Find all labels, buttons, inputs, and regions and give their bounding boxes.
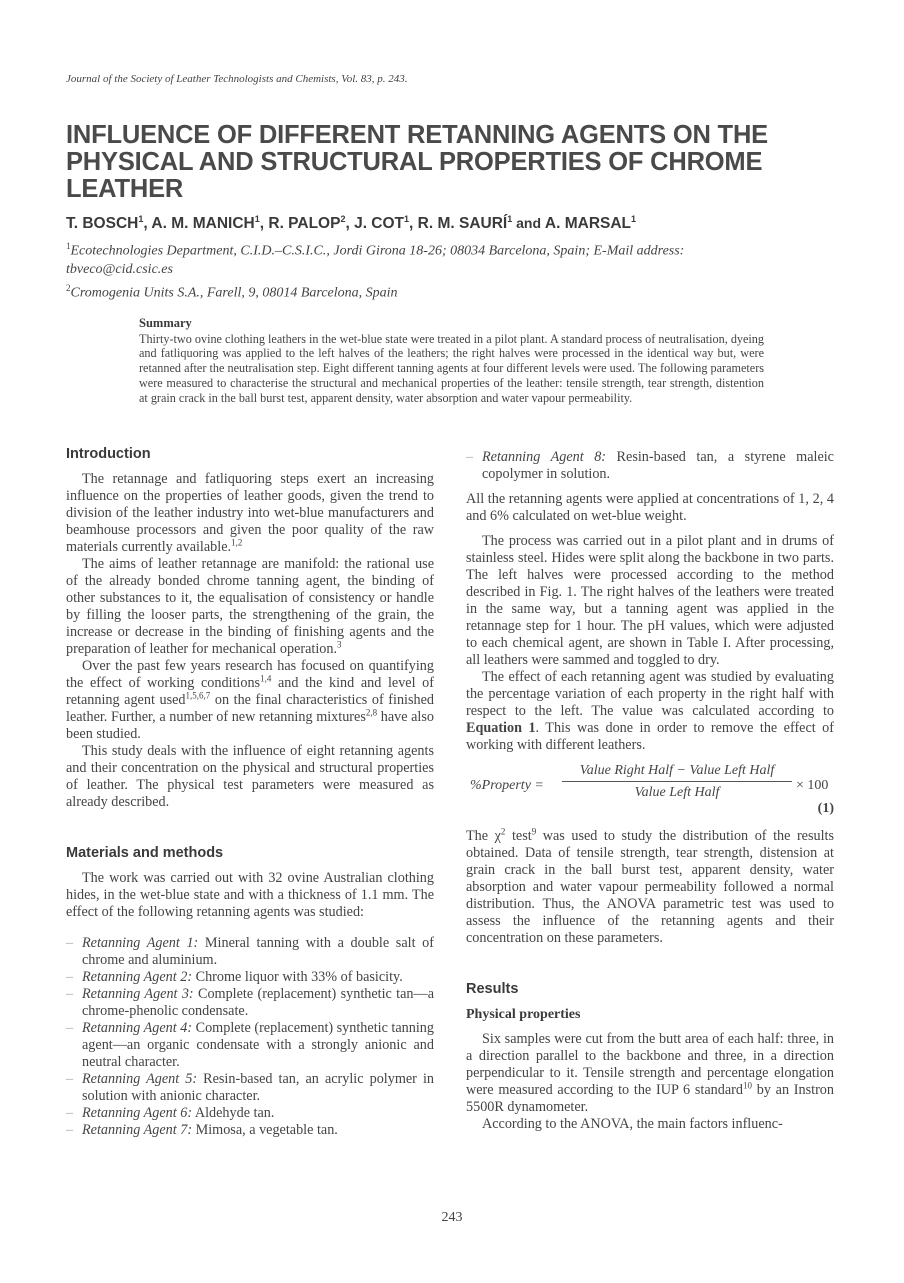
intro-paragraph-1 — [66, 471, 434, 556]
dash-bullet-icon: – — [466, 449, 474, 465]
citation: 1,4 — [260, 673, 272, 684]
introduction-heading: Introduction — [66, 446, 151, 462]
affiliation-marker: 1 — [138, 214, 144, 224]
text: by an Instron 5500R dynamometer. — [466, 1082, 834, 1115]
methods-paragraph-2: All the retanning agents were applied at concentrations of 1, 2, 4 and 6% calculated on wet-blue weight. — [466, 491, 834, 524]
author: T. BOSCH — [66, 215, 139, 233]
equation-number: (1) — [817, 801, 834, 816]
journal-citation: Journal of the Society of Leather Technologists and Chemists, Vol. 83, p. 243. — [66, 73, 408, 85]
methods-paragraph-4 — [466, 669, 834, 754]
equation-fraction — [562, 762, 792, 801]
affiliation-marker: 1 — [507, 214, 513, 224]
author: A. MARSAL — [544, 215, 632, 233]
affiliation-number: 2 — [66, 282, 71, 293]
affiliation-marker: 2 — [340, 214, 346, 224]
affiliation-marker: 1 — [404, 214, 410, 224]
agent-description: Complete (replacement) synthetic tanning agent—an organic condensate with a strongly anionic and neutral character. — [82, 1020, 434, 1070]
author: J. COT — [354, 215, 405, 233]
left-column — [66, 446, 434, 1139]
superscript: 2 — [500, 826, 506, 837]
dash-bullet-icon: – — [66, 1020, 74, 1036]
agent-name: Retanning Agent 4: — [82, 1020, 193, 1036]
retanning-agent-list — [66, 935, 434, 1139]
affiliation-1 — [66, 237, 786, 279]
text: Six samples were cut from the butt area of each half: three, in a direction parallel to the backbone and three, in a direction perpendicular to it. Tensile strength and percentage elongation were measured according to the IUP 6 standard — [466, 1031, 834, 1098]
dash-bullet-icon: – — [66, 986, 74, 1002]
agent-description: Chrome liquor with 33% of basicity. — [192, 969, 403, 985]
agent-description: Complete (replacement) synthetic tan—a chrome-phenolic condensate. — [82, 986, 434, 1019]
text: have also been studied. — [66, 709, 434, 742]
list-item — [66, 1071, 434, 1105]
agent-description: Mineral tanning with a double salt of chrome and aluminium. — [82, 935, 434, 968]
affiliation-marker: 1 — [631, 214, 637, 224]
text: and the kind and level of retanning agent used — [66, 675, 434, 708]
text: Over the past few years research has focused on quantifying the effect of working conditions — [66, 658, 434, 691]
list-item — [66, 1122, 434, 1139]
citation: 1,5,6,7 — [185, 690, 211, 701]
equation-denominator: Value Left Half — [634, 785, 720, 800]
results-paragraph-2: According to the ANOVA, the main factors influenc- — [482, 1116, 783, 1132]
agent-name: Retanning Agent 2: — [82, 969, 193, 985]
intro-paragraph-4: This study deals with the influence of eight retanning agents and their concentration on the physical and structural properties of leather. The physical test parameters were measured as already described. — [66, 743, 434, 810]
methods-paragraph-3: The process was carried out in a pilot plant and in drums of stainless steel. Hides were split along the backbone in two parts. The left halves were processed according to the method described in Fig. 1. The right halves of the leathers were treated in the same way, but a tanning agent was applied in the retannage step for 1 hour. The pH values, which were adjusted to each chemical agent, are shown in Table I. After processing, all leathers were sammed and toggled to dry. — [466, 533, 834, 668]
dash-bullet-icon: – — [66, 1071, 74, 1087]
separator: , — [143, 215, 152, 233]
affiliation-2 — [66, 279, 786, 303]
list-item — [66, 986, 434, 1020]
methods-heading: Materials and methods — [66, 845, 224, 861]
text: The effect of each retanning agent was studied by evaluating the percentage variation of each property in the right half with respect to the left. The value was calculated according to — [466, 669, 834, 719]
agent-description: Resin-based tan, an acrylic polymer in solution with anionic character. — [82, 1071, 434, 1104]
right-column — [466, 449, 834, 1133]
citation: 9 — [531, 826, 537, 837]
text: . This was done in order to remove the effect of working with different leathers. — [466, 720, 834, 753]
affiliation-text: Cromogenia Units S.A., Farell, 9, 08014 Barcelona, Spain — [70, 285, 398, 301]
citation: 3 — [337, 639, 342, 650]
author: A. M. MANICH — [151, 215, 255, 233]
separator: , — [409, 215, 418, 233]
equation-numerator: Value Right Half − Value Left Half — [562, 762, 792, 782]
article-title: INFLUENCE OF DIFFERENT RETANNING AGENTS ON THE PHYSICAL AND STRUCTURAL PROPERTIES OF CHROME LEATHER — [66, 121, 768, 203]
dash-bullet-icon: – — [66, 1122, 74, 1138]
citation: 2,8 — [365, 707, 378, 718]
dash-bullet-icon: – — [66, 1105, 74, 1121]
equation-1 — [466, 762, 834, 820]
retanning-agent-list-continued — [466, 449, 834, 483]
affiliation-marker: 1 — [254, 214, 260, 224]
affiliation-number: 1 — [66, 241, 71, 251]
text: was used to study the distribution of the results obtained. Data of tensile strength, tear strength, distension at grain crack in the ball burst test, apparent density, water absorption and water vapour permeability followed a normal distribution. Thus, the ANOVA parametric test was used to assess the influence of the retanning agents and their concentration on these parameters. — [466, 828, 834, 946]
author: R. PALOP — [268, 215, 341, 233]
equation-multiplier: × 100 — [796, 778, 829, 793]
equation-reference: Equation 1 — [466, 720, 536, 736]
methods-paragraph-1: The work was carried out with 32 ovine Australian clothing hides, in the wet-blue state and with a thickness of 1.1 mm. The effect of the following retanning agents was studied: — [66, 870, 434, 920]
author-list — [66, 214, 636, 233]
separator: , — [259, 215, 269, 233]
text: The χ — [466, 828, 501, 844]
dash-bullet-icon: – — [66, 935, 74, 951]
list-item — [66, 969, 434, 986]
text: The retannage and fatliquoring steps exert an increasing influence on the properties of leather goods, given the trend to division of the leather industry into wet-blue manufacturers and beamhouse processors and given the poor quality of the raw materials currently available. — [66, 471, 434, 555]
agent-description: Resin-based tan, a styrene maleic copolymer in solution. — [482, 449, 834, 482]
citation: 1,2 — [231, 537, 243, 548]
text: test — [505, 828, 532, 844]
separator: , — [345, 215, 355, 233]
list-item — [466, 449, 834, 483]
agent-name: Retanning Agent 8: — [482, 449, 607, 465]
citation: 10 — [742, 1080, 752, 1091]
agent-name: Retanning Agent 6: — [82, 1105, 193, 1121]
dash-bullet-icon: – — [66, 969, 74, 985]
results-heading: Results — [466, 981, 519, 997]
author: R. M. SAURÍ — [417, 215, 508, 233]
separator: and — [512, 215, 545, 232]
affiliation-text: Ecotechnologies Department, C.I.D.–C.S.I.C., Jordi Girona 18-26; 08034 Barcelona, Spain; E-Mail address: tbveco@cid.csic.es — [66, 243, 685, 277]
results-paragraph-1 — [466, 1031, 834, 1116]
agent-name: Retanning Agent 7: — [82, 1122, 193, 1138]
summary-block — [139, 316, 764, 405]
equation-lhs: %Property = — [470, 778, 544, 793]
agent-description: Aldehyde tan. — [192, 1105, 275, 1121]
physical-properties-heading: Physical properties — [466, 1007, 581, 1022]
agent-name: Retanning Agent 5: — [82, 1071, 198, 1087]
summary-text: Thirty-two ovine clothing leathers in the wet-blue state were treated in a pilot plant. A standard process of neutralisation, dyeing and fatliquoring was applied to the left halves of the leathers; the right halves were processed in the identical way but, were retanned after the neutralisation step. Eight different tanning agents at four different levels were used. The following parameters were measured to characterise the structural and mechanical properties of the leather: tensile strength, tear strength, distention at grain crack in the ball burst test, apparent density, water absorption and water vapour permeability. — [139, 331, 764, 405]
agent-name: Retanning Agent 1: — [82, 935, 199, 951]
intro-paragraph-3 — [66, 658, 434, 743]
agent-name: Retanning Agent 3: — [82, 986, 194, 1002]
affiliations — [66, 237, 786, 302]
list-item — [66, 1020, 434, 1071]
summary-heading: Summary — [139, 316, 192, 330]
list-item — [66, 1105, 434, 1122]
intro-paragraph-2 — [66, 556, 434, 658]
list-item — [66, 935, 434, 969]
page-number: 243 — [441, 1210, 463, 1225]
methods-paragraph-5 — [466, 828, 834, 947]
agent-description: Mimosa, a vegetable tan. — [192, 1122, 338, 1138]
text: on the final characteristics of finished leather. Further, a number of new retanning mixtures — [66, 692, 434, 725]
text: The aims of leather retannage are manifold: the rational use of the already bonded chrome tanning agent, the binding of other substances to it, the equalisation of consistency or handle by filling the looser parts, the strengthening of the grain, the increase or decrease in the binding of finishing agents and the preparation of leather for mechanical operation. — [66, 556, 434, 657]
